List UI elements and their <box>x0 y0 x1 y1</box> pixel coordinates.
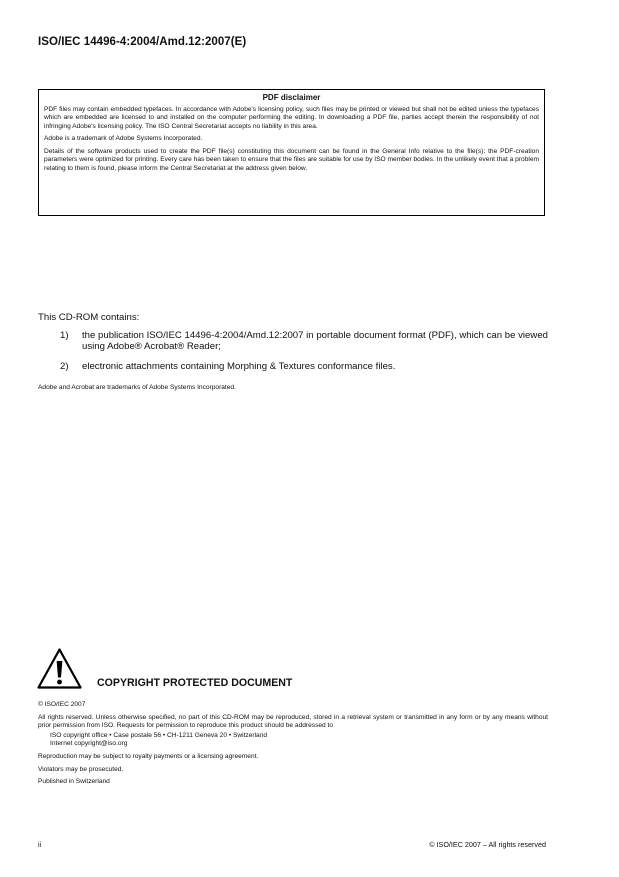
copyright-notice: © ISO/IEC 2007 <box>38 701 86 708</box>
pdf-disclaimer-box <box>38 89 545 216</box>
warning-triangle-icon <box>37 648 82 689</box>
list-item-text: the publication ISO/IEC 14496-4:2004/Amd.12:2007 in portable document format (PDF), which can be viewed using Adobe® Acrobat® Reader; <box>82 329 548 353</box>
disclaimer-title: PDF disclaimer <box>262 93 321 102</box>
published-note: Published in Switzerland <box>38 778 110 786</box>
copyright-notice-block <box>38 701 548 791</box>
list-item <box>38 361 548 373</box>
list-item <box>38 330 548 353</box>
disclaimer-paragraph: Adobe is a trademark of Adobe Systems Incorporated. <box>44 135 203 142</box>
list-item-text: electronic attachments containing Morphing & Textures conformance files. <box>82 360 396 372</box>
rights-statement: All rights reserved. Unless otherwise specified, no part of this CD-ROM may be reproduced, stored in a retrieval system or transmitted in any form or by any means without prior permission from ISO. Requests for permission to reproduce this product should be addressed to <box>38 713 548 730</box>
list-item-number: 1) <box>60 329 69 341</box>
footer-rights: © ISO/IEC 2007 – All rights reserved <box>429 840 546 849</box>
trademark-note: Adobe and Acrobat are trademarks of Adobe Systems Incorporated. <box>38 384 236 391</box>
document-header: ISO/IEC 14496-4:2004/Amd.12:2007(E) <box>38 36 247 48</box>
disclaimer-paragraph: PDF files may contain embedded typefaces. In accordance with Adobe's licensing policy, such files may be printed or viewed but shall not be edited unless the typefaces which are embedded are licensed to and installed on the computer performing the editing. In downloading a PDF file, parties accept therein the responsibility of not infringing Adobe's licensing policy. The ISO Central Secretariat accepts no liability in this area. <box>44 105 539 130</box>
list-item-number: 2) <box>60 360 69 372</box>
royalty-note: Reproduction may be subject to royalty payments or a licensing agreement. <box>38 752 259 760</box>
iso-address: ISO copyright office • Case postale 56 • CH-1211 Geneva 20 • Switzerland <box>50 731 268 739</box>
contents-intro: This CD-ROM contains: <box>38 312 140 323</box>
copyright-title: COPYRIGHT PROTECTED DOCUMENT <box>97 677 293 689</box>
disclaimer-paragraph: Details of the software products used to create the PDF file(s) constituting this document can be found in the General Info relative to the file(s); the PDF-creation parameters were optimized for printing. Every care has been taken to ensure that the files are suitable for use by ISO member bodies. In the unlikely event that a problem relating to them is found, please inform the Central Secretariat at the address given below. <box>44 147 539 172</box>
violators-note: Violators may be prosecuted. <box>38 765 124 773</box>
page-number: ii <box>38 840 42 849</box>
iso-internet: Internet copyright@iso.org <box>50 740 128 748</box>
cdrom-contents <box>38 312 548 380</box>
